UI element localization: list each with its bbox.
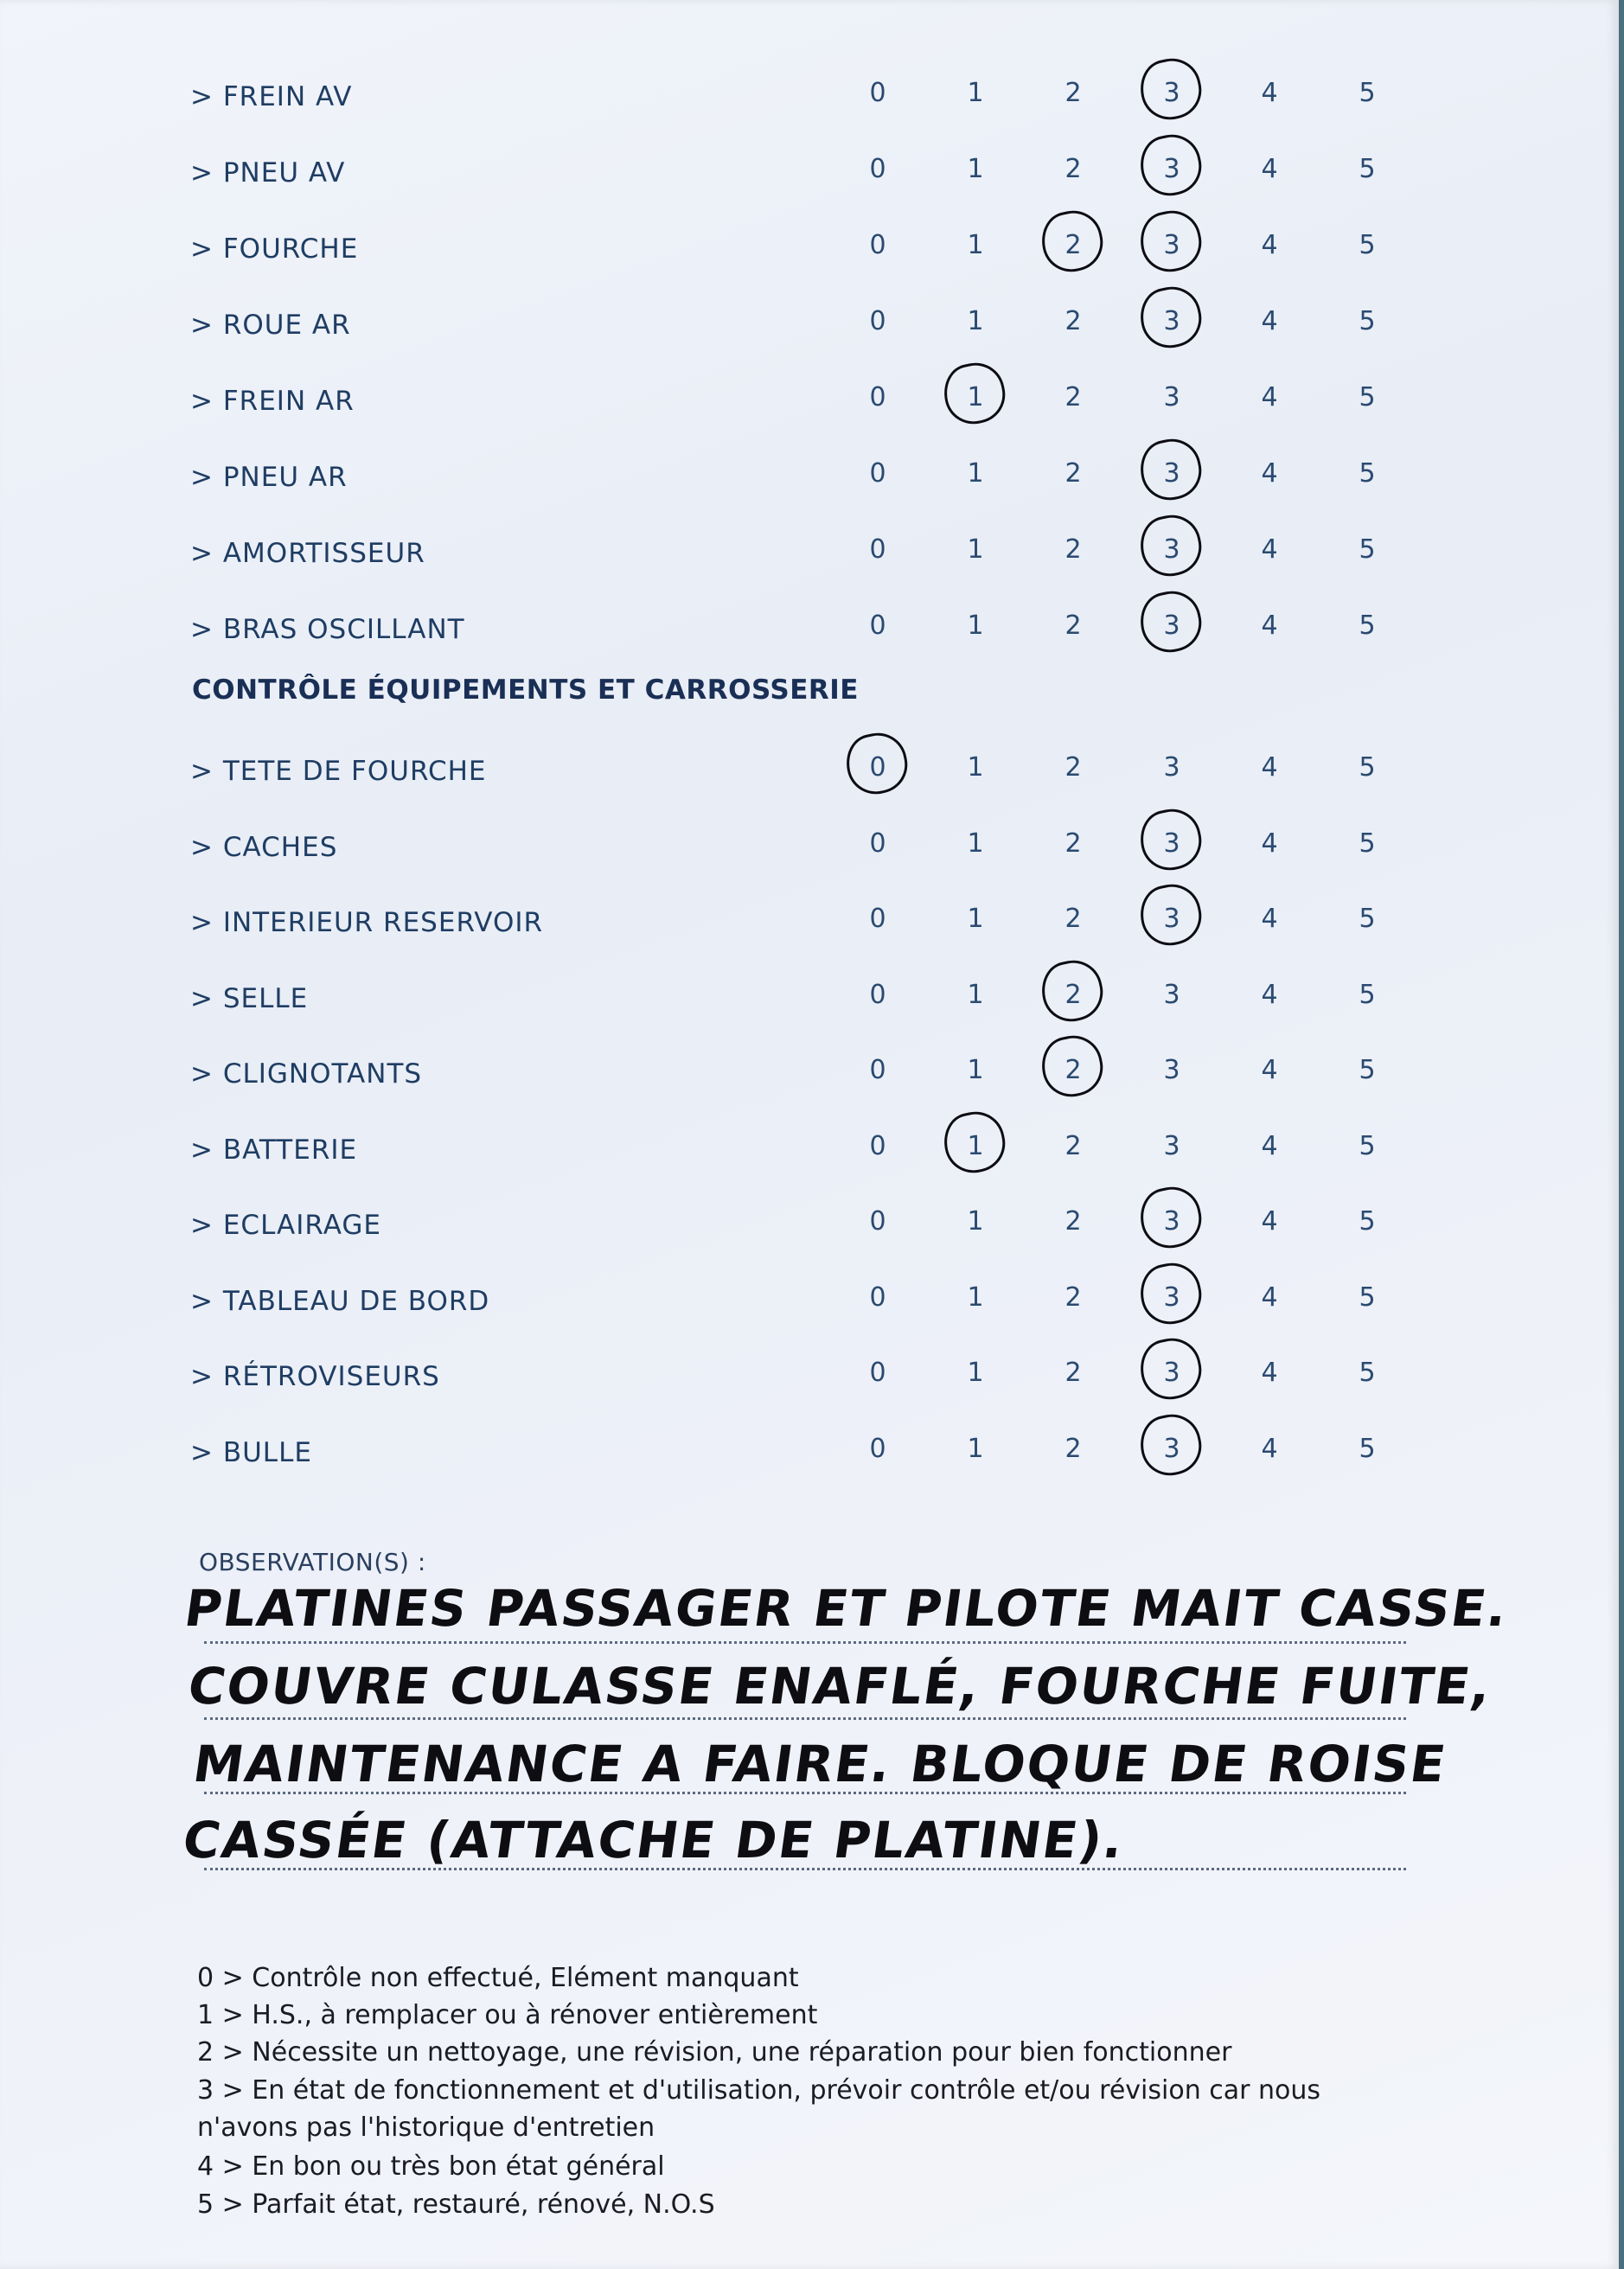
score-5[interactable]: 5 [1359,1282,1376,1313]
score-5[interactable]: 5 [1359,458,1376,489]
score-4[interactable]: 4 [1261,458,1278,489]
observation-line-4: CASSÉE (ATTACHE DE PLATINE). [179,1811,1128,1870]
hand-drawn-circle [1135,1409,1206,1480]
score-2[interactable]: 2 [1065,1055,1082,1085]
dotted-rule [204,1792,1406,1794]
row-label: > ROUE AR [190,310,351,341]
score-1[interactable]: 1 [967,828,984,859]
hand-drawn-circle [938,357,1010,429]
score-1[interactable]: 1 [967,458,984,489]
observation-line-3: MAINTENANCE A FAIRE. BLOQUE DE ROISE [189,1735,1451,1793]
rating-row [0,297,1619,349]
score-2[interactable]: 2 [1065,1433,1082,1464]
score-0[interactable]: 0 [869,610,886,641]
score-5[interactable]: 5 [1359,1206,1376,1237]
score-0[interactable]: 0 [869,230,886,260]
score-3[interactable]: 3 [1163,752,1180,783]
rating-row [0,1425,1619,1477]
score-2[interactable]: 2 [1065,828,1082,859]
score-5[interactable]: 5 [1359,154,1376,184]
score-3[interactable]: 3 [1163,78,1180,108]
row-label: > BULLE [190,1437,312,1468]
hand-drawn-circle [1036,955,1108,1026]
score-3[interactable]: 3 [1163,1282,1180,1313]
score-0[interactable]: 0 [869,154,886,184]
rating-row [0,602,1619,654]
score-3[interactable]: 3 [1163,1206,1180,1237]
score-0[interactable]: 0 [869,1130,886,1161]
score-1[interactable]: 1 [967,904,984,934]
score-4[interactable]: 4 [1261,828,1278,859]
score-0[interactable]: 0 [869,306,886,336]
score-2[interactable]: 2 [1065,979,1082,1010]
hand-drawn-circle [1135,509,1206,581]
score-1[interactable]: 1 [967,534,984,565]
score-2[interactable]: 2 [1065,230,1082,260]
legend-line-0: 0 > Contrôle non effectué, Elément manquant [197,1963,799,1993]
row-label: > FOURCHE [190,233,358,265]
score-0[interactable]: 0 [869,904,886,934]
score-0[interactable]: 0 [869,1055,886,1085]
row-label: > CLIGNOTANTS [190,1058,422,1090]
score-1[interactable]: 1 [967,382,984,412]
score-3[interactable]: 3 [1163,828,1180,859]
hand-drawn-circle [1135,585,1206,657]
score-2[interactable]: 2 [1065,306,1082,336]
score-3[interactable]: 3 [1163,1358,1180,1388]
score-2[interactable]: 2 [1065,458,1082,489]
score-5[interactable]: 5 [1359,78,1376,108]
score-4[interactable]: 4 [1261,306,1278,336]
row-label: > SELLE [190,983,308,1014]
score-5[interactable]: 5 [1359,1433,1376,1464]
score-2[interactable]: 2 [1065,1282,1082,1313]
score-0[interactable]: 0 [869,1358,886,1388]
row-label: > AMORTISSEUR [190,538,425,569]
hand-drawn-circle [1135,1333,1206,1404]
score-2[interactable]: 2 [1065,154,1082,184]
score-3[interactable]: 3 [1163,306,1180,336]
score-0[interactable]: 0 [869,382,886,412]
rating-row [0,221,1619,273]
score-0[interactable]: 0 [869,534,886,565]
score-0[interactable]: 0 [869,979,886,1010]
score-5[interactable]: 5 [1359,904,1376,934]
dotted-rule [204,1868,1406,1870]
score-5[interactable]: 5 [1359,230,1376,260]
hand-drawn-circle [938,1106,1010,1178]
score-5[interactable]: 5 [1359,828,1376,859]
score-2[interactable]: 2 [1065,904,1082,934]
row-label: > RÉTROVISEURS [190,1361,440,1392]
score-4[interactable]: 4 [1261,1055,1278,1085]
rating-row [0,971,1619,1023]
score-1[interactable]: 1 [967,1130,984,1161]
legend-line-3-cont: n'avons pas l'historique d'entretien [197,2112,655,2143]
score-1[interactable]: 1 [967,752,984,783]
score-5[interactable]: 5 [1359,382,1376,412]
score-4[interactable]: 4 [1261,382,1278,412]
hand-drawn-circle [1135,281,1206,353]
score-1[interactable]: 1 [967,610,984,641]
score-0[interactable]: 0 [869,1282,886,1313]
score-3[interactable]: 3 [1163,979,1180,1010]
score-4[interactable]: 4 [1261,752,1278,783]
score-1[interactable]: 1 [967,78,984,108]
score-5[interactable]: 5 [1359,1055,1376,1085]
score-3[interactable]: 3 [1163,458,1180,489]
score-3[interactable]: 3 [1163,610,1180,641]
score-1[interactable]: 1 [967,306,984,336]
row-label: > TABLEAU DE BORD [190,1286,489,1317]
row-label: > TETE DE FOURCHE [190,756,487,787]
dotted-rule [204,1641,1406,1644]
score-4[interactable]: 4 [1261,1433,1278,1464]
score-3[interactable]: 3 [1163,534,1180,565]
row-label: > BRAS OSCILLANT [190,614,465,645]
hand-drawn-circle [1135,1181,1206,1253]
rating-row [0,895,1619,947]
score-0[interactable]: 0 [869,752,886,783]
row-label: > PNEU AV [190,157,345,189]
score-1[interactable]: 1 [967,1055,984,1085]
score-2[interactable]: 2 [1065,752,1082,783]
section-title: CONTRÔLE ÉQUIPEMENTS ET CARROSSERIE [192,674,859,706]
row-label: > PNEU AR [190,462,348,493]
score-2[interactable]: 2 [1065,382,1082,412]
score-5[interactable]: 5 [1359,534,1376,565]
rating-row [0,69,1619,121]
score-4[interactable]: 4 [1261,1282,1278,1313]
score-4[interactable]: 4 [1261,1130,1278,1161]
score-2[interactable]: 2 [1065,534,1082,565]
hand-drawn-circle [1135,803,1206,875]
score-4[interactable]: 4 [1261,534,1278,565]
legend-line-1: 1 > H.S., à remplacer ou à rénover entièrement [197,2000,818,2030]
score-5[interactable]: 5 [1359,752,1376,783]
score-2[interactable]: 2 [1065,1358,1082,1388]
rating-row [0,145,1619,197]
row-label: > FREIN AV [190,81,352,112]
legend-line-4: 4 > En bon ou très bon état général [197,2151,665,2182]
score-0[interactable]: 0 [869,1206,886,1237]
score-4[interactable]: 4 [1261,904,1278,934]
row-label: > FREIN AR [190,386,355,417]
hand-drawn-circle [1135,879,1206,950]
rating-row [0,1349,1619,1401]
hand-drawn-circle [1135,1257,1206,1329]
score-0[interactable]: 0 [869,458,886,489]
score-5[interactable]: 5 [1359,1130,1376,1161]
row-label: > BATTERIE [190,1134,357,1166]
score-4[interactable]: 4 [1261,1358,1278,1388]
score-5[interactable]: 5 [1359,306,1376,336]
dotted-rule [204,1717,1406,1720]
score-3[interactable]: 3 [1163,1055,1180,1085]
row-label: > INTERIEUR RESERVOIR [190,907,543,938]
score-5[interactable]: 5 [1359,610,1376,641]
score-1[interactable]: 1 [967,1206,984,1237]
score-1[interactable]: 1 [967,1358,984,1388]
score-5[interactable]: 5 [1359,979,1376,1010]
legend-line-5: 5 > Parfait état, restauré, rénové, N.O.S [197,2189,715,2220]
rating-row [0,1046,1619,1098]
score-2[interactable]: 2 [1065,1206,1082,1237]
observation-line-1: PLATINES PASSAGER ET PILOTE MAIT CASSE. [181,1579,1512,1638]
rating-row [0,526,1619,578]
rating-row [0,744,1619,796]
rating-row [0,450,1619,502]
score-1[interactable]: 1 [967,1282,984,1313]
rating-row [0,820,1619,872]
legend-line-2: 2 > Nécessite un nettoyage, une révision, une réparation pour bien fonctionner [197,2037,1232,2068]
score-3[interactable]: 3 [1163,382,1180,412]
score-4[interactable]: 4 [1261,78,1278,108]
score-3[interactable]: 3 [1163,904,1180,934]
hand-drawn-circle [1036,1030,1108,1102]
row-label: > CACHES [190,832,337,863]
score-3[interactable]: 3 [1163,230,1180,260]
hand-drawn-circle [841,727,912,799]
score-4[interactable]: 4 [1261,610,1278,641]
score-4[interactable]: 4 [1261,230,1278,260]
score-4[interactable]: 4 [1261,1206,1278,1237]
score-1[interactable]: 1 [967,1433,984,1464]
score-4[interactable]: 4 [1261,979,1278,1010]
hand-drawn-circle [1135,433,1206,505]
hand-drawn-circle [1135,129,1206,201]
observations-title: OBSERVATION(S) : [199,1548,426,1576]
score-3[interactable]: 3 [1163,1130,1180,1161]
legend-line-3: 3 > En état de fonctionnement et d'utilisation, prévoir contrôle et/ou révision car nous [197,2075,1321,2106]
score-2[interactable]: 2 [1065,610,1082,641]
rating-row [0,1122,1619,1174]
rating-row [0,374,1619,425]
score-3[interactable]: 3 [1163,154,1180,184]
score-0[interactable]: 0 [869,828,886,859]
score-1[interactable]: 1 [967,154,984,184]
score-1[interactable]: 1 [967,979,984,1010]
score-3[interactable]: 3 [1163,1433,1180,1464]
score-2[interactable]: 2 [1065,1130,1082,1161]
score-2[interactable]: 2 [1065,78,1082,108]
score-1[interactable]: 1 [967,230,984,260]
rating-row [0,1274,1619,1326]
row-label: > ECLAIRAGE [190,1210,381,1241]
score-0[interactable]: 0 [869,78,886,108]
score-4[interactable]: 4 [1261,154,1278,184]
hand-drawn-circle [1036,205,1108,277]
score-0[interactable]: 0 [869,1433,886,1464]
score-5[interactable]: 5 [1359,1358,1376,1388]
hand-drawn-circle [1135,53,1206,125]
hand-drawn-circle [1135,205,1206,277]
observation-line-2: COUVRE CULASSE ENAFLÉ, FOURCHE FUITE, [184,1657,1496,1716]
rating-row [0,1198,1619,1250]
